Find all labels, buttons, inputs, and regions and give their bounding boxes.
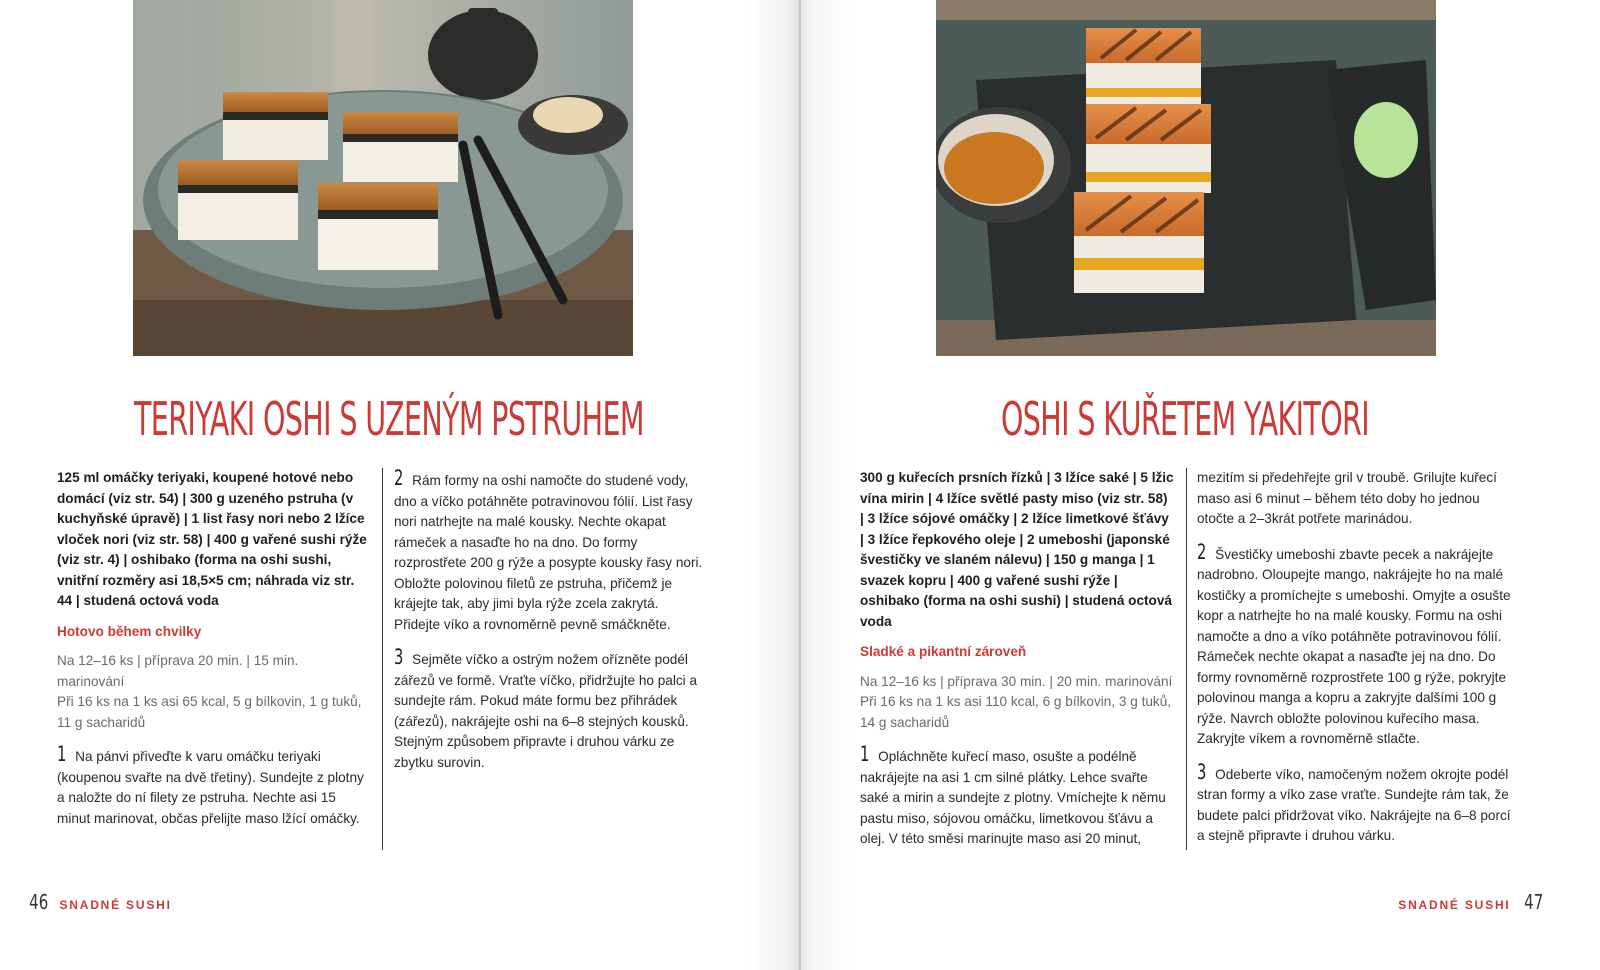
nutrition-info: Při 16 ks na 1 ks asi 65 kcal, 5 g bílkovin, 1 g tuků, 11 g sacharidů <box>57 694 362 730</box>
step-3 <box>394 647 706 773</box>
recipe-title: TERIYAKI OSHI S UZENÝM PSTRUHEM <box>134 392 644 446</box>
step-text: Rám formy na oshi namočte do studené vody, dno a víčko potáhněte potravinovou fólií. List řasy nori natrhejte na malé kousky. Nechte okapat rámeček a nasaďte ho na dno. Do formy rozprostřete 200 g rýže a posypte kousky řasy nori. Obložte polovinou filetů ze pstruha, přičemž je krájejte tak, aby jimi byla rýže zcela zakrytá. Přidejte víko a rovnoměrně pevně smáčkněte. <box>394 473 703 632</box>
step-2 <box>394 468 706 635</box>
recipe-column-right <box>394 468 706 785</box>
step-text: Sejměte víčko a ostrým nožem ořízněte podél zářezů ve formě. Vraťte víčko, přidržujte ho palci a sundejte rám. Pokud máte formu bez přihrádek (zářezů), nakrájejte oshi na 6–8 stejných kousků. Stejným způsobem připravte i druhou várku ze zbytku surovin. <box>394 652 698 770</box>
nutrition-info: Při 16 ks na 1 ks asi 110 kcal, 6 g bílkovin, 3 g tuků, 14 g sacharidů <box>860 694 1172 730</box>
recipe-column-left <box>57 468 369 841</box>
recipe-tagline: Hotovo během chvilky <box>57 623 202 639</box>
step-number: 1 <box>860 742 870 766</box>
step-text: Odeberte víko, namočeným nožem okrojte podél stran formy a víko zase vraťte. Sundejte rám tak, že budete palci přidržovat víko. Nakrájejte na 6–8 porcí a stejně připravte i druhou várku. <box>1197 766 1511 843</box>
column-divider <box>1186 468 1187 850</box>
step-number: 3 <box>1197 759 1207 784</box>
step-1-continued: mezitím si předehřejte gril v troubě. Grilujte kuřecí maso asi 6 minut – během této doby ho jednou otočte a 2–3krát potřete marinádou. <box>1197 470 1497 526</box>
ingredients-list: 300 g kuřecích prsních řízků | 3 lžíce saké | 5 lžic vína mirin | 4 lžíce světlé pasty miso (viz str. 58) | 3 lžíce sójové omáčky | 2 lžíce limetkové šťávy | 3 lžíce řepkového oleje | 2 umeboshi (japonské švestičky ve slaném nálevu) | 150 g manga | 1 svazek kopru | 400 g vařené sushi rýže | oshibako (forma na oshi sushi) | studená octová voda <box>860 470 1174 629</box>
yield-time: Na 12–16 ks | příprava 20 min. | 15 min. marinování <box>57 653 299 689</box>
step-number: 2 <box>1197 539 1207 564</box>
step-number: 1 <box>57 742 67 766</box>
column-divider <box>382 468 383 850</box>
yield-time: Na 12–16 ks | příprava 30 min. | 20 min. marinování <box>860 673 1173 689</box>
recipe-meta <box>57 651 369 733</box>
step-number: 3 <box>394 645 404 669</box>
right-page <box>800 0 1600 970</box>
step-text: Opláchněte kuřecí maso, osušte a podélně nakrájejte na asi 1 cm silné plátky. Lehce svařte saké a mirin a sundejte z plotny. Vmíchejte k němu pastu miso, sójovou omáčku, limetkovou šťávu a olej. V této směsi marinujte maso asi 20 minut, <box>860 749 1166 846</box>
ingredients-list: 125 ml omáčky teriyaki, koupené hotové nebo domácí (viz str. 54) | 300 g uzeného pstruha (v kuchyňské úpravě) | 1 list řasy nori nebo 2 lžíce vloček nori (viz str. 58) | 400 g vařené sushi rýže (viz str. 4) | oshibako (forma na oshi sushi, vnitřní rozměry asi 18,5×5 cm; náhrada viz str. 44 | studená octová voda <box>57 470 367 608</box>
recipe-column-left <box>860 468 1175 862</box>
running-head: SNADNÉ SUSHI <box>1398 898 1511 912</box>
recipe-tagline: Sladké a pikantní zároveň <box>860 644 1027 659</box>
page-number: 46 <box>29 890 49 914</box>
recipe-column-right <box>1197 468 1515 859</box>
step-text: Na pánvi přiveďte k varu omáčku teriyaki (koupenou svařte na dvě třetiny). Sundejte z plotny a naložte do ní filety ze pstruha. Nechte asi 15 minut marinovat, občas přelijte maso lžící omáčky. <box>57 749 364 826</box>
folio-right <box>1398 890 1546 914</box>
step-number: 2 <box>394 466 404 490</box>
page-number: 47 <box>1523 890 1543 914</box>
recipe-meta <box>860 672 1175 734</box>
folio-left <box>26 890 172 914</box>
step-1 <box>57 744 369 829</box>
step-3 <box>1197 759 1515 847</box>
step-2 <box>1197 539 1515 750</box>
recipe-title: OSHI S KUŘETEM YAKITORI <box>1000 392 1370 446</box>
step-1 <box>860 744 1175 850</box>
teriyaki-oshi-photo <box>133 0 633 356</box>
yakitori-oshi-photo <box>936 0 1436 356</box>
running-head: SNADNÉ SUSHI <box>59 898 172 912</box>
step-text: Švestičky umeboshi zbavte pecek a nakrájejte nadrobno. Oloupejte mango, nakrájejte ho na malé kostičky a promíchejte s umeboshi. Omyjte a osušte kopr a natrhejte ho na malé kousky. Formu na oshi namočte a dno a víko potáhněte potravinovou fólií. Rámeček nechte okapat a nasaďte jej na dno. Do formy rovnoměrně rozprostřete 100 g rýže, pokryjte polovinou manga a kopru a zakryjte dalšími 100 g rýže. Navrch obložte polovinou kuřecího masa. Zakryjte víkem a rovnoměrně stlačte. <box>1197 546 1511 746</box>
